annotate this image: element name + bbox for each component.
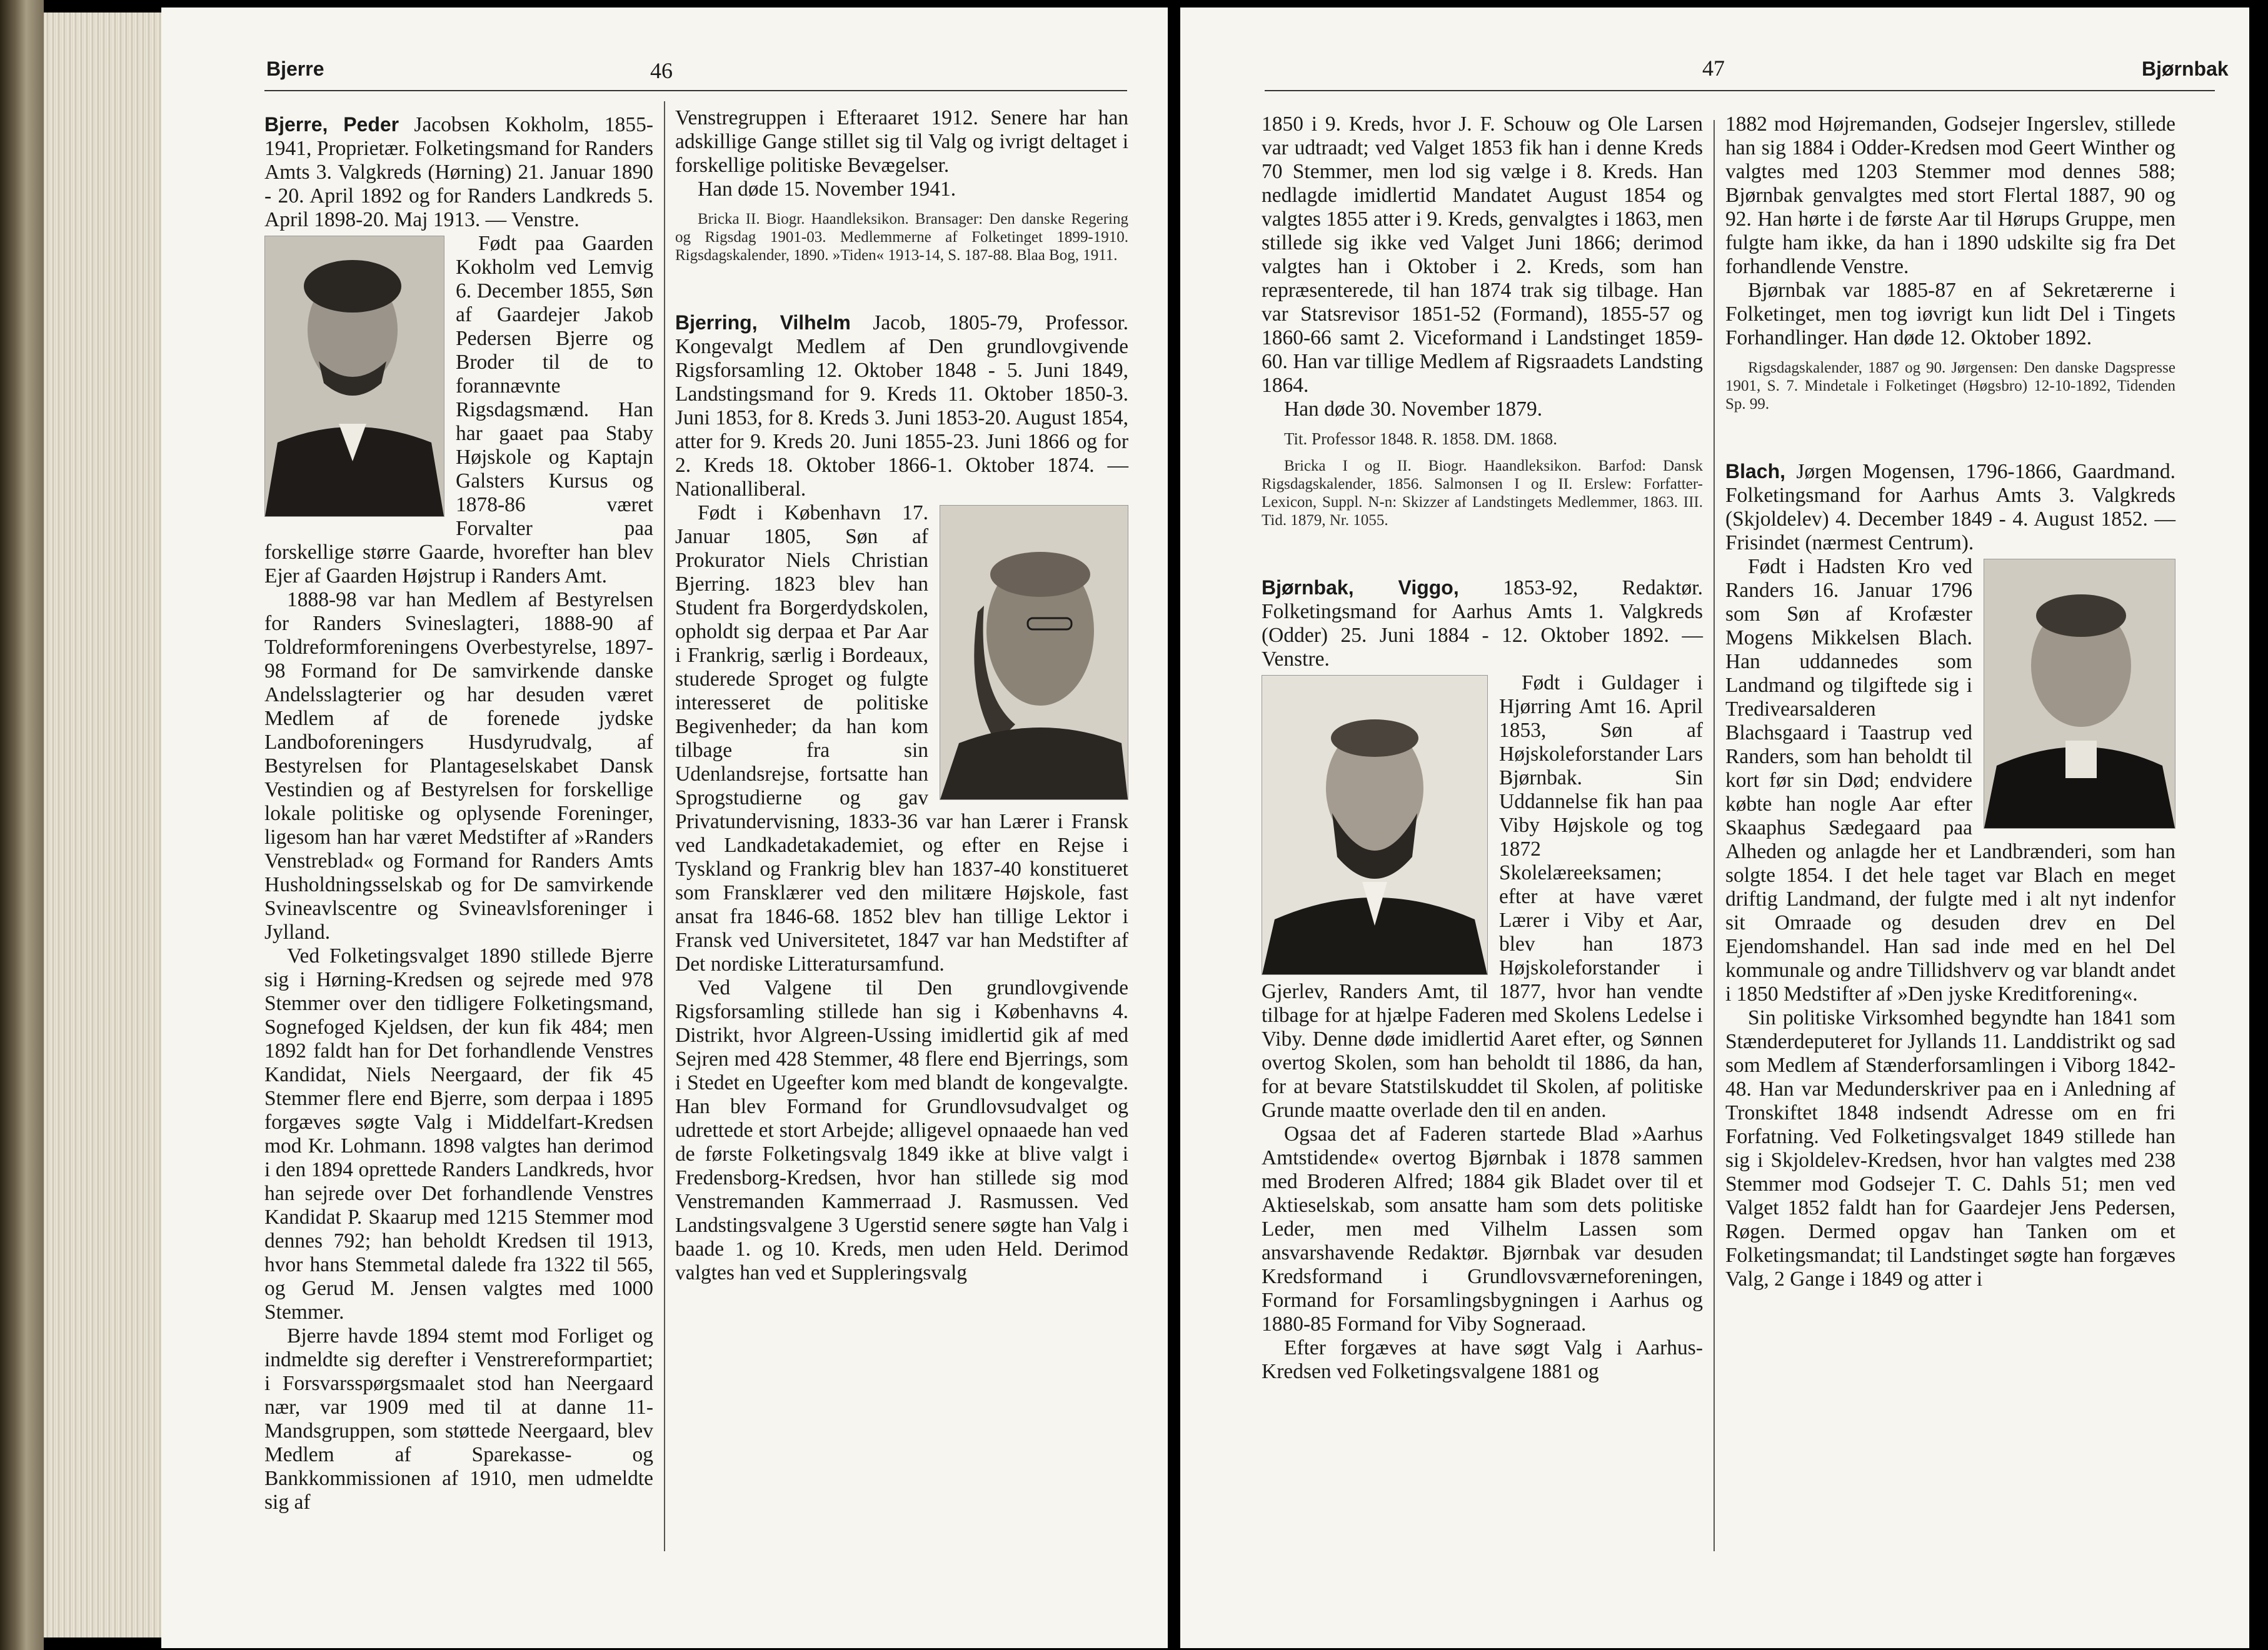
entry-summary: 1853-92, Redaktør. Folketingsmand for Aarhus Amts 1. Valgkreds (Odder) 25. Juni 1884 - 12. Oktober 1892. — Venstre. bbox=[1262, 576, 1703, 671]
portrait-image bbox=[940, 506, 1128, 799]
column-divider bbox=[1714, 120, 1715, 1551]
portrait-bjornbak-viggo bbox=[1262, 675, 1488, 975]
headword: Bjerre, Peder bbox=[264, 113, 399, 136]
entry-paragraph: Bjørnbak var 1885-87 en af Sekretærerne i Folketinget, men tog iøvrigt kun lidt Del i Tingets Forhandlinger. Han døde 12. Oktober 1892. bbox=[1725, 279, 2175, 349]
entry-summary: Jørgen Mogensen, 1796-1866, Gaardmand. Folketingsmand for Aarhus Amts 3. Valgkreds (Skjoldelev) 4. December 1849 - 4. August 1852. — Frisindet (nærmest Centrum). bbox=[1725, 460, 2175, 554]
entry-bjerre-peder bbox=[264, 112, 653, 232]
page-number-left: 46 bbox=[650, 58, 673, 83]
entry-bjornbak-viggo bbox=[1262, 576, 1703, 671]
header-rule bbox=[264, 90, 1127, 91]
entry-paragraph: Bjerre havde 1894 stemt mod Forliget og indmeldte sig derefter i Venstrereformpartiet; i Forsvarsspørgsmaalet stod han Neergaard nær, var 1909 med til at danne 11-Mandsgruppen, som støttede Neergaard, blev Medlem af Sparekasse- og Bankkommissionen af 1910, men udmeldte sig af bbox=[264, 1324, 653, 1514]
entry-paragraph: Venstregruppen i Efteraaret 1912. Senere har han adskillige Gange stillet sig til Valg og ivrigt deltaget i forskellige politiske Bevægelser. bbox=[675, 106, 1128, 177]
running-head-right: Bjørnbak bbox=[2142, 58, 2229, 80]
portrait-image bbox=[265, 236, 444, 516]
header-rule bbox=[1265, 90, 2215, 91]
portrait-blach-jorgen bbox=[1984, 559, 2175, 829]
entry-bjerring-vilhelm bbox=[675, 311, 1128, 501]
portrait-image bbox=[1984, 559, 2175, 828]
entry-summary: Jacobsen Kokholm, 1855-1941, Proprietær. Folketingsmand for Randers Amts 3. Valgkreds (Hørning) 21. Januar 1890 - 20. April 1892 og for Randers Landkreds 5. April 1898-20. Maj 1913. — Venstre. bbox=[264, 113, 653, 231]
left-column-2 bbox=[675, 106, 1128, 1285]
book-spine bbox=[0, 0, 44, 1650]
entry-paragraph: Han døde 15. November 1941. bbox=[698, 178, 956, 201]
sources: Rigsdagskalender, 1887 og 90. Jørgensen: Den danske Dagspresse 1901, S. 7. Mindetale i Folketinget (Høgsbro) 12-10-1892, Tidenden Sp. 99. bbox=[1725, 359, 2175, 412]
entry-paragraph: Født paa Gaarden Kokholm ved Lemvig 6. December 1855, Søn af Gaardejer Jakob Pedersen Bjerre og Broder til de to forannævnte Rigsdagsmænd. Han har gaaet paa Staby Højskole og Kaptajn Galsters Kursus og 1878-86 været Forvalter paa forskellige større Gaarde, hvorefter han blev Ejer af Gaarden Højstrup i Randers Amt. bbox=[264, 232, 653, 588]
sources: Bricka I og II. Biogr. Haandleksikon. Barfod: Dansk Rigsdagskalender, 1856. Salmonsen I og II. Erslew: Forfatter-Lexicon, Suppl. N-n: Skizzer af Landstingets Medlemmer, 1863. III. Tid. 1879, Nr. 1055. bbox=[1262, 458, 1703, 529]
portrait-bjerre-peder bbox=[264, 236, 444, 517]
entry-paragraph: 1850 i 9. Kreds, hvor J. F. Schouw og Ole Larsen var udtraadt; ved Valget 1853 fik han i denne Kreds 70 Stemmer, men lod sig vælge i 8. Kreds. Han nedlagde imidlertid Mandatet August 1854 og valgtes 1855 atter i 9. Kreds, genvalgtes i 1863, men stillede sig ikke ved Valget Juni 1866; derimod valgtes han i Oktober i 2. Kreds, som han repræsenterede, til han 1874 trak sig tilbage. Han var Statsrevisor 1851-52 (Formand), 1855-57 og 1860-66 samt 2. Viceformand i Landstinget 1859-60. Han var tillige Medlem af Rigsraadets Landsting 1864. bbox=[1262, 112, 1703, 397]
right-column-2 bbox=[1725, 112, 2175, 1291]
entry-blach-jorgen bbox=[1725, 459, 2175, 555]
entry-paragraph: Sin politiske Virksomhed begyndte han 1841 som Stænderdeputeret for Jyllands 11. Landdistrikt og sad som Medlem af Stænderforsamlingen i Viborg 1842-48. Han var Medunderskriver paa en i Anledning af Tronskiftet 1848 indsendt Adresse om en fri Forfatning. Ved Folketingsvalget 1849 stillede han sig i Skjoldelev-Kredsen, hvor han valgtes med 238 Stemmer mod Godsejer T. C. Dahls 51; men ved Valget 1852 faldt han for Gaardejer Jens Pedersen, Røgen. Dermed opgav han Tanken om et Folketingsmandat; til Landstinget søgte han forgæves Valg, 2 Gange i 1849 og atter i bbox=[1725, 1006, 2175, 1291]
left-column-1 bbox=[264, 112, 653, 1514]
entry-paragraph: 1888-98 var han Medlem af Bestyrelsen for Randers Svineslagteri, 1888-90 af Toldreformforeningens Overbestyrelse, 1897-98 Formand for De samvirkende danske Andelsslagterier og har desuden været Medlem af de forenede jydske Landboforeningers Husdyrudvalg, af Bestyrelsen for Plantageselskabet Dansk Vestindien og af Bestyrelsen for forskellige lokale politiske og oplysende Foreninger, ligesom han har været Medstifter af »Randers Venstreblad« og Formand for Randers Amts Husholdningsselskab og for De samvirkende Svineavlscentre og Svineavlsforeninger i Jylland. bbox=[264, 588, 653, 944]
portrait-image bbox=[1262, 676, 1487, 974]
entry-paragraph: Ved Valgene til Den grundlovgivende Rigsforsamling stillede han sig i Københavns 4. Distrikt, hvor Algreen-Ussing imidlertid gik af med Sejren med 428 Stemmer, 48 flere end Bjerrings, som i Stedet en Ugeefter kom med blandt de kongevalgte. Han blev Formand for Grundlovsudvalget og udrettede et stort Arbejde; alligevel opnaaede han ved de første Folketingsvalg 1849 ikke at blive valgt i Fredensborg-Kredsen, hvor han stillede sig mod Venstremanden Kammerraad J. Rasmussen. Ved Landstingsvalgene 3 Ugerstid senere søgte han Valg i baade 1. og 10. Kreds, men uden Held. Derimod valgtes han ved et Suppleringsvalg bbox=[675, 976, 1128, 1284]
entry-paragraph: Ved Folketingsvalget 1890 stillede Bjerre sig i Hørning-Kredsen og sejrede med 978 Stemmer over den tidligere Folketingsmand, Sognefoged Kjeldsen, der kun fik 484; men 1892 faldt han for Det forhandlende Venstres Kandidat, Niels Neergaard, der fik 45 Stemmer flere end Bjerre, som derpaa i 1895 forgæves søgte Valg i Middelfart-Kredsen mod Kr. Lohmann. 1898 valgtes han derimod i den 1894 oprettede Randers Landkreds, hvor han sejrede over Det forhandlende Venstres Kandidat P. Skaarup med 1215 Stemmer mod dennes 792; han beholdt Kredsen til 1913, hvor hans Stemmetal dalede fra 1322 til 565, og Gerud M. Jensen valgtes med 1000 Stemmer. bbox=[264, 944, 653, 1324]
entry-paragraph: Ogsaa det af Faderen startede Blad »Aarhus Amtstidende« overtog Bjørnbak i 1878 sammen med Broderen Alfred; 1884 gik Bladet over til et Aktieselskab, som ansatte ham som dets politiske Leder, men med Vilhelm Lassen som ansvarshavende Redaktør. Bjørnbak var desuden Kredsformand i Grundlovsværneforeningen, Formand for Forsamlingsbygningen i Aarhus og 1880-85 Formand for Viby Sogneraad. bbox=[1262, 1122, 1703, 1336]
right-column-1 bbox=[1262, 112, 1703, 1384]
headword: Blach, bbox=[1725, 460, 1786, 482]
titles: Tit. Professor 1848. R. 1858. DM. 1868. bbox=[1284, 429, 1558, 448]
left-page bbox=[161, 8, 1168, 1648]
entry-paragraph: Født i Hadsten Kro ved Randers 16. Januar 1796 som Søn af Krofæster Mogens Mikkelsen Blach. Han uddannedes som Landmand og tilgiftede sig i Tredivearsalderen Blachsgaard i Taastrup ved Randers, som han beholdt til kort før sin Død; endvidere købte han nogle Aar efter Skaaphus Sædegaard paa Alheden og anlagde her et Landbrænderi, som han solgte 1854. I det hele taget var Blach en meget driftig Landmand, der fulgte med i alt nyt indenfor sit Omraade og desuden drev en Del Ejendomshandel. Han sad inde med en hel Del kommunale og andre Tillidshverv og var blandt andet i 1850 Medstifter af »Den jyske Kreditforening«. bbox=[1725, 555, 2175, 1006]
entry-summary: Jacob, 1805-79, Professor. Kongevalgt Medlem af Den grundlovgivende Rigsforsamling 12. Oktober 1848 - 5. Juni 1849, Landstingsmand for 9. Kreds 11. Oktober 1850-3. Juni 1853, for 8. Kreds 3. Juni 1853-20. August 1854, atter for 9. Kreds 20. Juni 1855-23. Juni 1866 og for 2. Kreds 18. Oktober 1866-1. Oktober 1874. — Nationalliberal. bbox=[675, 311, 1129, 501]
entry-paragraph: Efter forgæves at have søgt Valg i Aarhus-Kredsen ved Folketingsvalgene 1881 og bbox=[1262, 1336, 1703, 1383]
entry-paragraph: Født i København 17. Januar 1805, Søn af Prokurator Niels Christian Bjerring. 1823 blev han Student fra Borgerdydskolen, opholdt sig derpaa et Par Aar i Frankrig, særlig i Bordeaux, studerede Sproget og fulgte interesseret de politiske Begivenheder; da han kom tilbage fra sin Udenlandsrejse, fortsatte han Sprogstudierne og gav Privatundervisning, 1833-36 var han Lærer i Fransk ved Landkadetakademiet, og efter en Rejse i Tyskland og Frankrig blev han 1837-40 konstitueret som Fransklærer ved den militære Højskole, fast ansat fra 1846-68. 1852 blev han tillige Lektor i Fransk ved Universitetet, 1847 var han Medstifter af Det nordiske Litteratursamfund. bbox=[675, 501, 1128, 976]
column-divider bbox=[664, 101, 665, 1551]
page-edges bbox=[44, 12, 163, 1638]
page-number-right: 47 bbox=[1702, 56, 1725, 81]
sources: Bricka II. Biogr. Haandleksikon. Bransager: Den danske Regering og Rigsdag 1901-03. Medlemmerne af Folketinget 1899-1910. Rigsdagskalender, 1890. »Tiden« 1913-14, S. 187-88. Blaa Bog, 1911. bbox=[675, 211, 1128, 264]
headword: Bjerring, Vilhelm bbox=[675, 311, 851, 334]
portrait-bjerring-vilhelm bbox=[940, 505, 1128, 800]
running-head-left: Bjerre bbox=[266, 58, 324, 80]
entry-paragraph: 1882 mod Højremanden, Godsejer Ingerslev, stillede han sig 1884 i Odder-Kredsen mod Geert Winther og valgtes med 1203 Stemmer mod dennes 588; Bjørnbak genvalgtes med stort Flertal 1887, 90 og 92. Han hørte i de første Aar til Hørups Gruppe, men fulgte ham ikke, da han i 1890 udskilte sig fra Det forhandlende Venstre. bbox=[1725, 112, 2175, 278]
entry-paragraph: Han døde 30. November 1879. bbox=[1284, 398, 1543, 421]
right-page bbox=[1180, 8, 2249, 1648]
entry-paragraph: Født i Guldager i Hjørring Amt 16. April 1853, Søn af Højskoleforstander Lars Bjørnbak. Sin Uddannelse fik han paa Viby Højskole og tog 1872 Skolelæreeksamen; efter at have været Lærer i Viby et Aar, blev han 1873 Højskoleforstander i Gjerlev, Randers Amt, til 1877, hvor han vendte tilbage for at hjælpe Faderen med Skolens Ledelse i Viby. Denne døde imidlertid Aaret efter, og Sønnen overtog Skolen, som han beholdt til 1886, da han, for at bevare Statstilskuddet til Skolen, af politiske Grunde maatte overlade den til en anden. bbox=[1262, 671, 1703, 1122]
headword: Bjørnbak, Viggo, bbox=[1262, 576, 1459, 599]
